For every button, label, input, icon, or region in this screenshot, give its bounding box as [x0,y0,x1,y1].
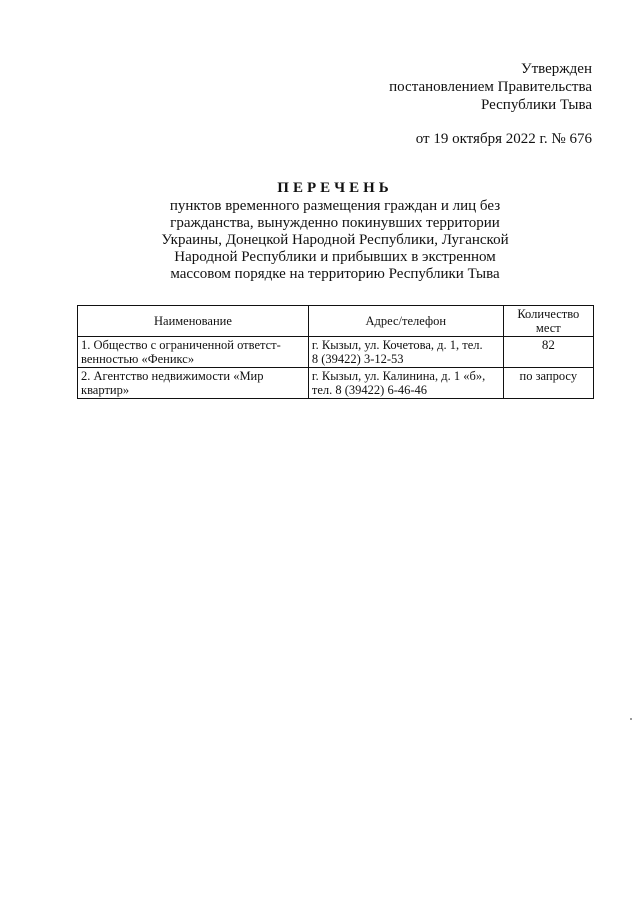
row-1-name [78,337,309,368]
row-1-address [308,337,503,368]
table-row [78,337,594,368]
row-1-name-line1: 1. Общество с ограниченной ответст- [81,338,281,352]
approval-resolution-label: постановлением Правительства [389,79,592,95]
row-2-address-line2: тел. 8 (39422) 6-46-46 [311,383,428,397]
approval-republic-label: Республики Тыва [480,97,592,113]
locations-table [77,305,594,399]
scan-speck [630,718,632,720]
row-2-name [78,368,309,399]
row-1-name-line2: венностью «Феникс» [81,352,195,366]
table-header-row [78,306,594,337]
header-quantity-line2: мест [535,321,561,335]
row-2-quantity: по запросу [503,368,593,399]
row-1-address-line1: г. Кызыл, ул. Кочетова, д. 1, тел. [311,338,483,352]
table-row [78,368,594,399]
header-address: Адрес/телефон [308,306,503,337]
heading-line-2: гражданства, вынужденно покинувших территории [170,215,500,231]
document-title: ПЕРЕЧЕНЬ [277,180,393,196]
header-quantity-line1: Количество [517,307,580,321]
header-name: Наименование [78,306,309,337]
header-quantity [503,306,593,337]
heading-line-5: массовом порядке на территорию Республики Тыва [170,266,500,282]
approval-date: от 19 октября 2022 г. № 676 [415,131,592,147]
heading-line-3: Украины, Донецкой Народной Республики, Луганской [161,232,509,248]
row-2-address [308,368,503,399]
row-2-address-line1: г. Кызыл, ул. Калинина, д. 1 «б», [311,369,486,383]
row-1-address-line2: 8 (39422) 3-12-53 [311,352,404,366]
row-2-name-line2: квартир» [81,383,130,397]
row-2-name-line1: 2. Агентство недвижимости «Мир [81,369,264,383]
row-1-quantity: 82 [503,337,593,368]
document-heading [60,180,610,283]
heading-line-4: Народной Республики и прибывших в экстренном [174,249,496,265]
heading-line-1: пунктов временного размещения граждан и лиц без [169,198,501,214]
approval-block [389,60,592,148]
approval-approved-label: Утвержден [520,61,592,77]
